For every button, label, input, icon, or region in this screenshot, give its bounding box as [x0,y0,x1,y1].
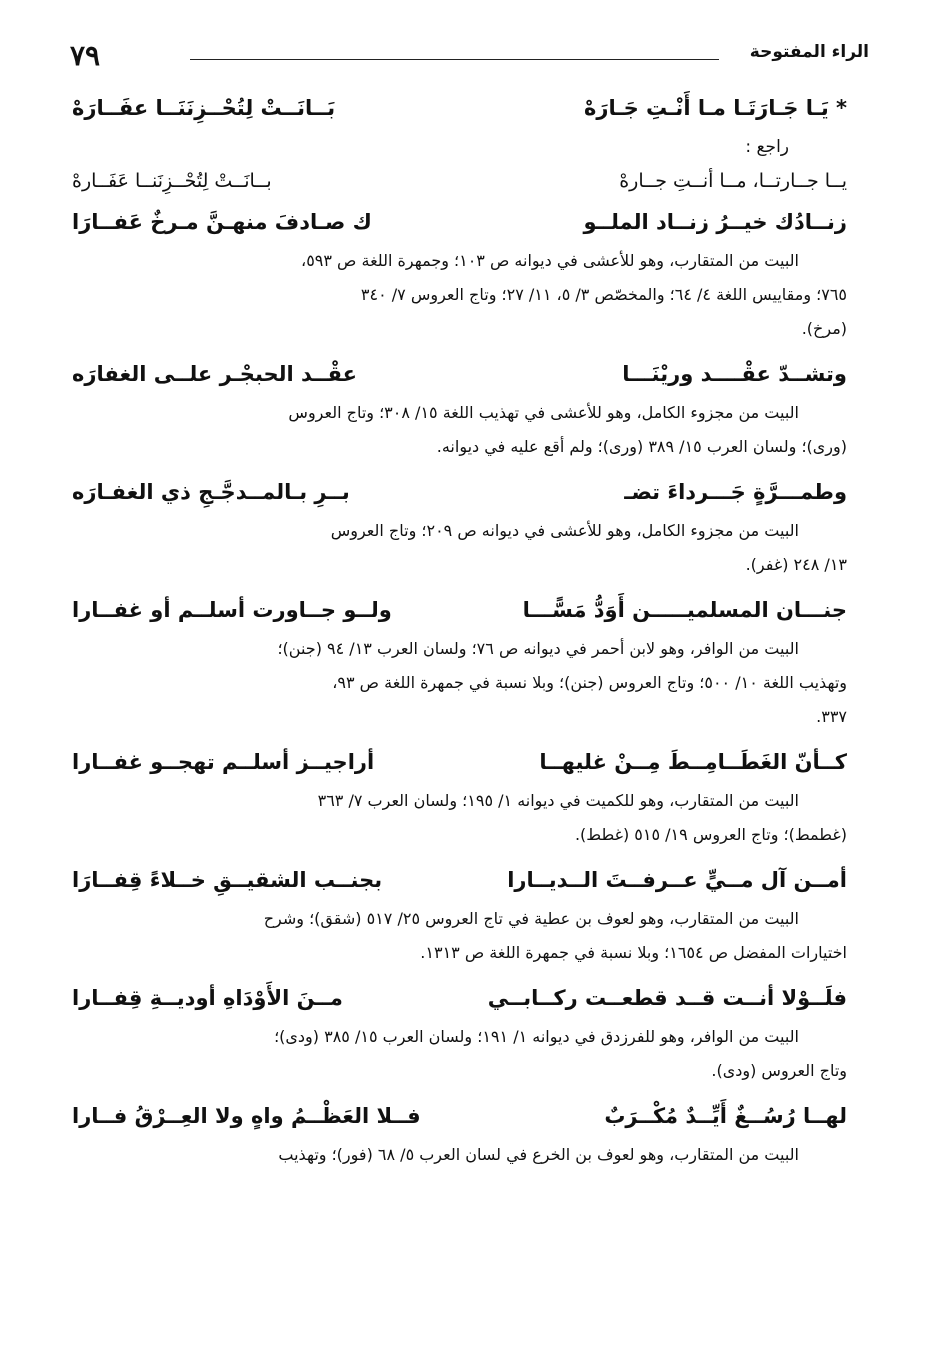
verse-first-hemistich: ولــو جــاورت أسلــم أو غفــارا [72,598,392,622]
verse [72,470,847,514]
verse [72,740,847,784]
verse-second-hemistich: فلَــوْلا أنــت قــد قطعــت ركــابــي [487,986,847,1010]
note-line: البيت من المتقارب، وهو للكميت في ديوانه ١/ ١٩٥؛ ولسان العرب ٧/ ٣٦٣ [317,791,799,810]
note-line: البيت من المتقارب، وهو لعوف بن عطية في تاج العروس ٢٥/ ٥١٧ (شقق)؛ وشرح [263,909,799,928]
verse-first-hemistich: بجنــب الشقيــقِ خــلاءً قِفــارَا [72,868,383,892]
verse-second-hemistich: لهــا رُسُــغٌ أَيِّــدٌ مُكْــرَبٌ [604,1104,847,1128]
note-line: ٧٦٥؛ ومقاييس اللغة ٤/ ٦٤؛ والمخصّص ٣/ ٥، ١١/ ٢٧؛ وتاج العروس ٧/ ٣٤٠ [360,285,847,304]
verse [72,1094,847,1138]
citation-note [72,514,847,582]
verse-first-hemistich: * يَـا جَـارَتَـا مـا أَنْـتِ جَـارَهْ [584,96,847,120]
note-line: البيت من مجزوء الكامل، وهو للأعشى في ديوانه ص ٢٠٩؛ وتاج العروس [330,521,799,540]
verse-second-hemistich: بَــانَــتْ لِتُحْــزِنَنَــا عفَــارَهْ [72,96,336,120]
note-line: ١٣/ ٢٤٨ (غفر). [745,555,847,574]
verse-first-hemistich: فــلا العَظْــمُ واهٍ ولا العِــرْقُ فــارا [72,1104,421,1128]
note-line: البيت من المتقارب، وهو لعوف بن الخرع في لسان العرب ٥/ ٦٨ (فور)؛ وتهذيب [278,1145,799,1164]
verse-second-hemistich: بــانَــتْ لِتُحْــزِنَنــا عَفَــارهْ [72,170,272,192]
note-line: (مرخ). [801,319,847,338]
verse-first-hemistich: يــا جــارتــا، مــا أنــتِ جــارهْ [619,170,847,192]
page-header [70,38,869,78]
verse-first-hemistich: أراجيــز أسلــم تهجــو غفــارا [72,750,375,774]
citation-note [72,1138,847,1172]
verse [72,976,847,1020]
verse [72,162,847,200]
verse [72,352,847,396]
note-line: (ورى)؛ ولسان العرب ١٥/ ٣٨٩ (ورى)؛ ولم أقع عليه في ديوانه. [436,437,847,456]
verse-first-hemistich: مــنَ الأَوْدَاهِ أوديــةِ قِفــارا [72,986,343,1010]
header-rule [190,59,719,60]
note-line: وتهذيب اللغة ١٠/ ٥٠٠؛ وتاج العروس (جنن)؛ وبلا نسبة في جمهرة اللغة ص ٩٣، [332,673,847,692]
note-line: البيت من الوافر، وهو للفرزدق في ديوانه ١/ ١٩١؛ ولسان العرب ١٥/ ٣٨٥ (ودى)؛ [274,1027,799,1046]
verse-second-hemistich: وتشــدّ عقْــــد وريْنَـــا [622,362,847,386]
running-title: الراء المفتوحة [749,42,869,62]
citation-note [72,1020,847,1088]
page-content [72,86,847,1178]
verse-second-hemistich: وطمـــرَّةٍ جَـــرداءَ تضـ [624,480,847,504]
citation-note [72,784,847,852]
note-line: وتاج العروس (ودى). [711,1061,847,1080]
note-line: البيت من الوافر، وهو لابن أحمر في ديوانه ص ٧٦؛ ولسان العرب ١٣/ ٩٤ (جنن)؛ [277,639,799,658]
verse [72,86,847,130]
note-line: البيت من مجزوء الكامل، وهو للأعشى في تهذيب اللغة ١٥/ ٣٠٨؛ وتاج العروس [288,403,799,422]
verse [72,588,847,632]
citation-note [72,244,847,346]
citation-note [72,396,847,464]
page-number: ٧٩ [70,39,101,72]
cross-reference-label: راجع : [745,137,789,157]
verse-second-hemistich: أمــن آل مــيٍّ عــرفــتَ الــديــارا [507,868,847,892]
verse [72,200,847,244]
verse-first-hemistich: بــرِ بـالمــدجَّـجِ ذي الغفـارَه [72,480,350,504]
verse [72,858,847,902]
note-line: ٣٣٧. [816,707,847,726]
note-line: البيت من المتقارب، وهو للأعشى في ديوانه ص ١٠٣؛ وجمهرة اللغة ص ٥٩٣، [301,251,799,270]
verse-second-hemistich: جنـــان المسلميـــــن أَوَدُّ مَسًّـــا [522,598,847,622]
verse-second-hemistich: زنــادُك خيــرُ زنــاد الملــو [583,210,847,234]
verse-first-hemistich: عقْــد الحبجْـر علــى الغفارَه [72,362,357,386]
citation-note [72,902,847,970]
verse-second-hemistich: كــأنّ الغَطَــامِــطَ مِــنْ غليهــا [539,750,847,774]
citation-note [72,632,847,734]
note-line: اختيارات المفضل ص ١٦٥٤؛ وبلا نسبة في جمهرة اللغة ص ١٣١٣. [420,943,847,962]
note-line: (غطمط)؛ وتاج العروس ١٩/ ٥١٥ (غطط). [574,825,847,844]
verse-first-hemistich: ك صـادفَ منهـنَّ مـرخٌ عَفــارَا [72,210,372,234]
